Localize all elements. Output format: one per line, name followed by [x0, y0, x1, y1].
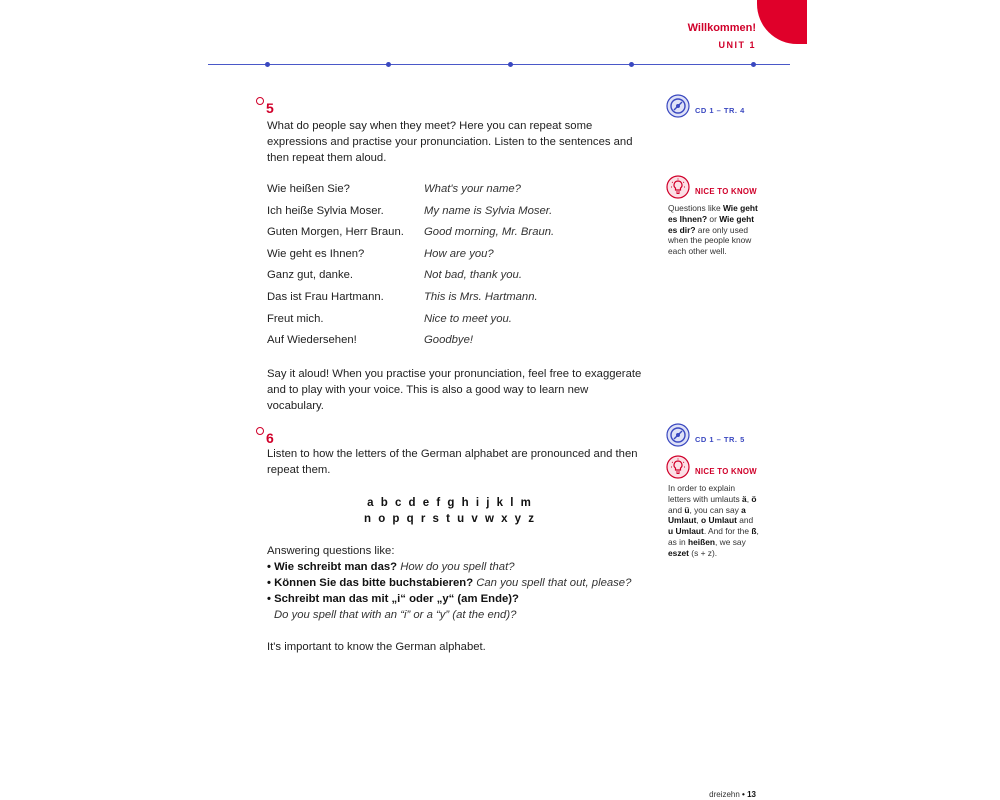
- header-red-tab: [757, 0, 807, 44]
- page-number: [690, 790, 756, 799]
- exercise-marker-icon: [256, 97, 264, 105]
- note-bold: u Umlaut: [668, 526, 704, 537]
- bullet: •: [267, 593, 271, 605]
- note-bold: ß: [751, 526, 757, 537]
- note-bold: o Umlaut: [701, 515, 737, 526]
- note-text: Questions like: [668, 203, 723, 213]
- cd-icon: [666, 423, 690, 447]
- phrase-english: This is Mrs. Hartmann.: [424, 291, 538, 303]
- note-text: are only used when the people know each other well.: [668, 224, 752, 257]
- alphabet-line: a b c d e f g h i j k l m: [367, 497, 533, 509]
- phrase-english: Good morning, Mr. Braun.: [424, 226, 555, 238]
- phrase-english: What's your name?: [424, 183, 521, 195]
- rule-dot: [508, 62, 513, 67]
- phrase-english: Nice to meet you.: [424, 313, 512, 325]
- bullet: •: [267, 577, 271, 589]
- note-text: , as in: [668, 526, 759, 547]
- questions-intro: Answering questions like:: [267, 545, 395, 557]
- phrase-german: Auf Wiedersehen!: [267, 334, 357, 346]
- note-bold: a Umlaut: [668, 504, 746, 526]
- phrase-german: Guten Morgen, Herr Braun.: [267, 226, 404, 238]
- cd-track-label: CD 1 – TR. 5: [695, 435, 745, 444]
- note-bold: Wie geht es Ihnen?: [668, 203, 758, 224]
- phrase-german: Das ist Frau Hartmann.: [267, 291, 384, 303]
- header-rule: [208, 64, 790, 65]
- nice-to-know-label: NICE TO KNOW: [695, 467, 757, 476]
- question-english: How do you spell that?: [400, 561, 515, 573]
- note-text: (s + z).: [688, 547, 718, 558]
- phrase-english: My name is Sylvia Moser.: [424, 205, 553, 217]
- note-text: . And for the: [703, 526, 752, 537]
- note-text: ,: [696, 515, 702, 526]
- cd-track-label: CD 1 – TR. 4: [695, 106, 745, 115]
- exercise-6-number: 6: [266, 430, 274, 446]
- question-english-line: [274, 609, 516, 621]
- lightbulb-icon: [666, 455, 690, 479]
- note-text: , we say: [715, 536, 746, 547]
- exercise-5-intro: What do people say when they meet? Here you can repeat some expressions and practise your pronunciation. Listen to the sentences and then repeat them aloud.: [267, 120, 633, 164]
- note-bold: heißen: [688, 536, 716, 547]
- page-separator: •: [742, 790, 745, 799]
- note-bold: eszet: [668, 547, 689, 558]
- chapter-title: Willkommen!: [687, 22, 756, 34]
- note-bold: Wie geht es dir?: [668, 213, 755, 235]
- phrase-english: How are you?: [424, 248, 494, 260]
- rule-dot: [265, 62, 270, 67]
- question-german: Wie schreibt man das?: [274, 561, 398, 573]
- question-german: Können Sie das bitte buchstabieren?: [274, 577, 474, 589]
- note-text: ,: [746, 493, 752, 504]
- question-english: Do you spell that with an “i” or a “y” (at the end)?: [274, 609, 517, 621]
- phrase-english: Not bad, thank you.: [424, 269, 522, 281]
- question-german: Schreibt man das mit „i“ oder „y“ (am Ende)?: [274, 593, 519, 605]
- rule-dot: [629, 62, 634, 67]
- exercise-5-tip: Say it aloud! When you practise your pronunciation, feel free to exaggerate and to play with your voice. This is also a good way to learn new vocabulary.: [267, 368, 642, 412]
- note-text: , you can say: [689, 504, 742, 515]
- page-number-value: 13: [747, 790, 756, 799]
- question-english: Can you spell that out, please?: [476, 577, 632, 589]
- note-text: and: [736, 515, 754, 526]
- cd-icon: [666, 94, 690, 118]
- rule-dot: [386, 62, 391, 67]
- nice-to-know-text: [668, 483, 760, 559]
- phrase-german: Freut mich.: [267, 313, 324, 325]
- note-text: In order to explain letters with umlauts: [668, 483, 743, 504]
- note-text: and: [668, 504, 685, 515]
- exercise-6-intro: Listen to how the letters of the German alphabet are pronounced and then repeat them.: [267, 448, 638, 476]
- nice-to-know-label: NICE TO KNOW: [695, 187, 757, 196]
- phrase-german: Wie heißen Sie?: [267, 183, 350, 195]
- exercise-6-closing: It's important to know the German alphabet.: [267, 641, 486, 653]
- question-item: [267, 561, 515, 573]
- bullet: •: [267, 561, 271, 573]
- question-item: [267, 593, 519, 605]
- unit-label: UNIT 1: [718, 40, 756, 50]
- rule-dot: [751, 62, 756, 67]
- alphabet-line: n o p q r s t u v w x y z: [363, 513, 537, 525]
- phrase-german: Wie geht es Ihnen?: [267, 248, 365, 260]
- exercise-5-number: 5: [266, 100, 274, 116]
- note-bold: ö: [751, 493, 757, 504]
- nice-to-know-text: [668, 203, 760, 257]
- page-word: dreizehn: [709, 790, 740, 799]
- phrase-german: Ich heiße Sylvia Moser.: [267, 205, 384, 217]
- note-text: or: [707, 213, 720, 224]
- lightbulb-icon: [666, 175, 690, 199]
- note-bold: ü: [684, 504, 690, 515]
- question-item: [267, 577, 631, 589]
- exercise-marker-icon: [256, 427, 264, 435]
- note-bold: ä: [742, 493, 747, 504]
- phrase-german: Ganz gut, danke.: [267, 269, 354, 281]
- phrase-english: Goodbye!: [424, 334, 473, 346]
